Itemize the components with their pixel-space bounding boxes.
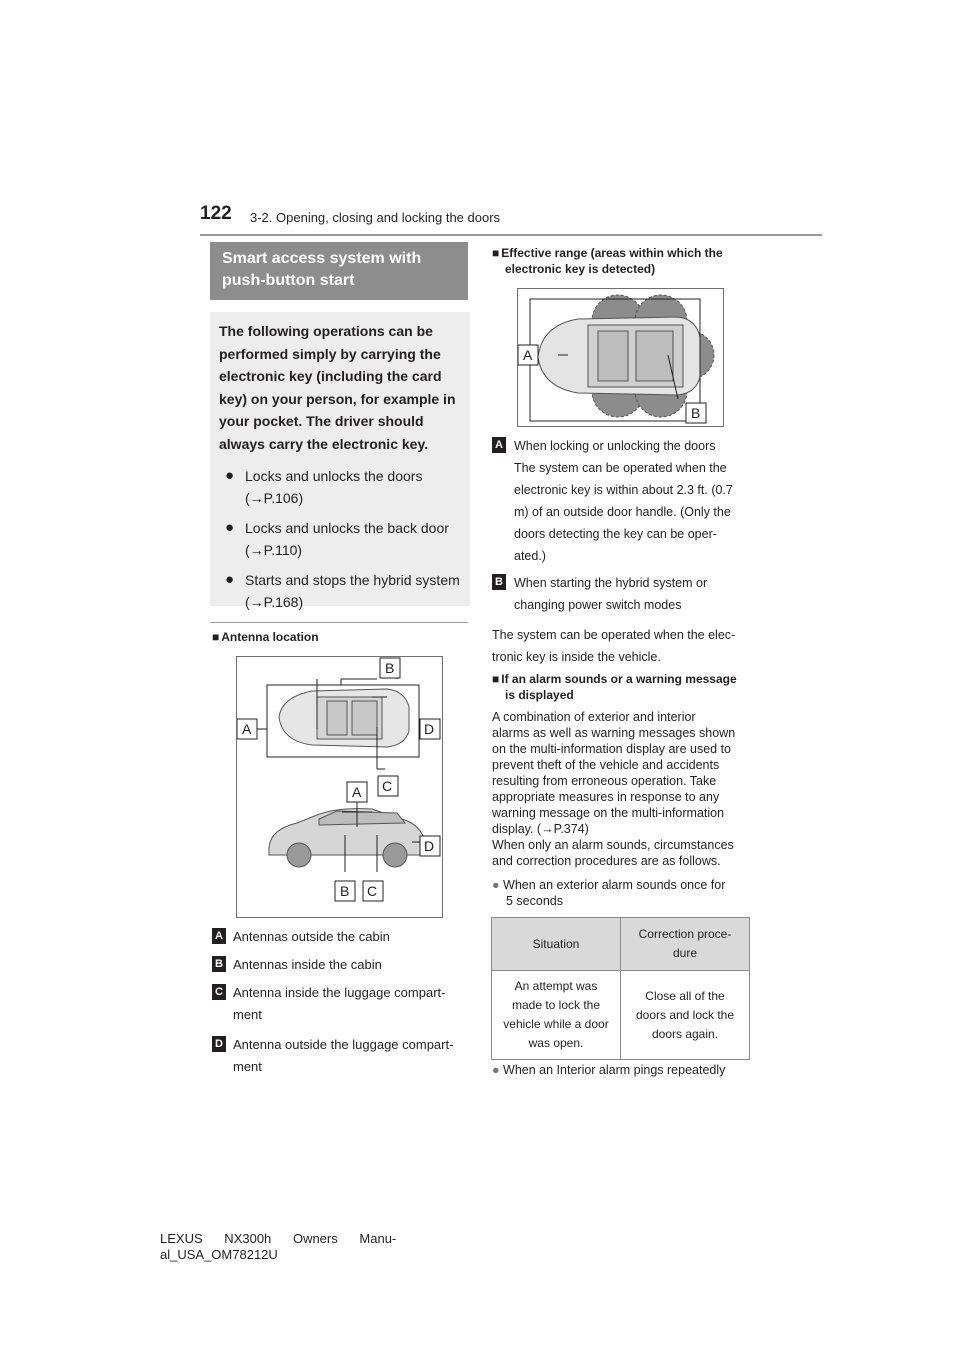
round-bullet-icon: ● xyxy=(492,878,500,892)
range-item-b-text: When starting the hybrid system or changing power switch modes xyxy=(514,576,708,612)
legend-text: Antennas inside the cabin xyxy=(233,957,382,972)
callout-c: C xyxy=(382,778,393,794)
section-divider xyxy=(210,622,468,623)
title-box xyxy=(210,242,468,300)
bullet-text: Starts and stops the hybrid system xyxy=(245,572,460,588)
table-row xyxy=(492,971,750,1060)
alarm-paragraph: A combination of exterior and interior alarms as well as warning messages shown on the multi-information display are used to prevent theft of the vehicle and accidents resulting from erroneous operation. Take appropriate measures in response to any warning message on the multi-information display. (→P.374) When only an alarm sounds, circumstances and correction procedures are as follows. xyxy=(492,710,736,868)
callout-a: A xyxy=(242,721,252,737)
table-cell-situation: An attempt was made to lock the vehicle while a door was open. xyxy=(492,971,621,1060)
situation-table xyxy=(491,917,750,1060)
car-top-view-illustration xyxy=(538,317,700,395)
footer: LEXUS NX300h Owners Manu- al_USA_OM78212U xyxy=(160,1231,397,1262)
legend-text: Antennas outside the cabin xyxy=(233,929,390,944)
square-bullet-icon: ■ xyxy=(492,672,500,686)
table-cell-correction: Close all of the doors and lock the doors again. xyxy=(621,971,750,1060)
car-top-view-illustration xyxy=(279,689,409,747)
range-figure xyxy=(517,288,724,427)
range-item-a-text: When locking or unlocking the doors The system can be operated when the electronic key is within about 2.3 ft. (0.7 m) of an outside door handle. (Only the doors detecting the key can be oper- ated.) xyxy=(514,439,733,563)
bullet-text: Locks and unlocks the doors xyxy=(245,468,423,484)
page-number: 122 xyxy=(200,203,232,224)
legend-badge-d: D xyxy=(212,1036,226,1052)
square-bullet-icon: ■ xyxy=(212,630,220,644)
table-header-situation: Situation xyxy=(492,918,621,971)
callout-b-side: B xyxy=(340,883,350,899)
intro-text: The following operations can be performed simply by carrying the electronic key (including the card key) on your person, for example in your pocket. The driver should always carry the electronic key. xyxy=(219,323,456,452)
alarm-heading: ■ If an alarm sounds or a warning message is displayed xyxy=(492,672,737,702)
callout-a-side: A xyxy=(352,784,362,800)
callout-b: B xyxy=(385,660,395,676)
antenna-figure xyxy=(236,656,443,918)
feature-bullet xyxy=(219,517,462,561)
title-line-2: push-button start xyxy=(222,272,355,289)
callout-d: D xyxy=(424,721,435,737)
legend-badge-a: A xyxy=(212,928,226,944)
bullet-text: Locks and unlocks the back door xyxy=(245,520,449,536)
bullet-icon: ● xyxy=(225,571,235,588)
callout-d-side: D xyxy=(424,838,435,854)
range-diagram xyxy=(518,289,723,426)
callout-a: A xyxy=(523,347,533,363)
title-line-1: Smart access system with xyxy=(222,250,422,267)
range-heading: ■ Effective range (areas within which the electronic key is detected) xyxy=(492,246,723,276)
page-reference: (→P.168) xyxy=(245,594,304,610)
feature-bullet xyxy=(219,465,462,509)
bullet-icon: ● xyxy=(225,519,235,536)
alarm-bullet-exterior: ● When an exterior alarm sounds once for 5 seconds xyxy=(492,878,726,908)
table-header-correction: Correction proce- dure xyxy=(621,918,750,971)
antenna-heading: ■ Antenna location xyxy=(212,630,319,644)
callout-b: B xyxy=(691,405,701,421)
callout-c-side: C xyxy=(367,883,378,899)
legend-text: Antenna outside the luggage compart- ment xyxy=(233,1037,454,1074)
legend-badge-c: C xyxy=(212,984,226,1000)
round-bullet-icon: ● xyxy=(492,1063,500,1077)
bullet-icon: ● xyxy=(225,467,235,484)
header-rule xyxy=(200,234,822,236)
legend-text: Antenna inside the luggage compart- ment xyxy=(233,985,446,1022)
page-reference: (→P.106) xyxy=(245,490,304,506)
square-bullet-icon: ■ xyxy=(492,246,500,260)
car-side-view-illustration xyxy=(269,809,425,867)
range-badge-b: B xyxy=(492,574,506,590)
feature-bullet xyxy=(219,569,462,613)
antenna-diagram xyxy=(237,657,442,917)
table-header-row xyxy=(492,918,750,971)
intro-box xyxy=(210,312,470,610)
page-reference: (→P.110) xyxy=(245,542,303,558)
section-title: 3-2. Opening, closing and locking the doors xyxy=(250,210,501,225)
alarm-bullet-interior: ● When an Interior alarm pings repeatedly xyxy=(492,1063,726,1077)
legend-badge-b: B xyxy=(212,956,226,972)
range-note: The system can be operated when the elec- tronic key is inside the vehicle. xyxy=(492,628,736,664)
range-badge-a: A xyxy=(492,437,506,453)
